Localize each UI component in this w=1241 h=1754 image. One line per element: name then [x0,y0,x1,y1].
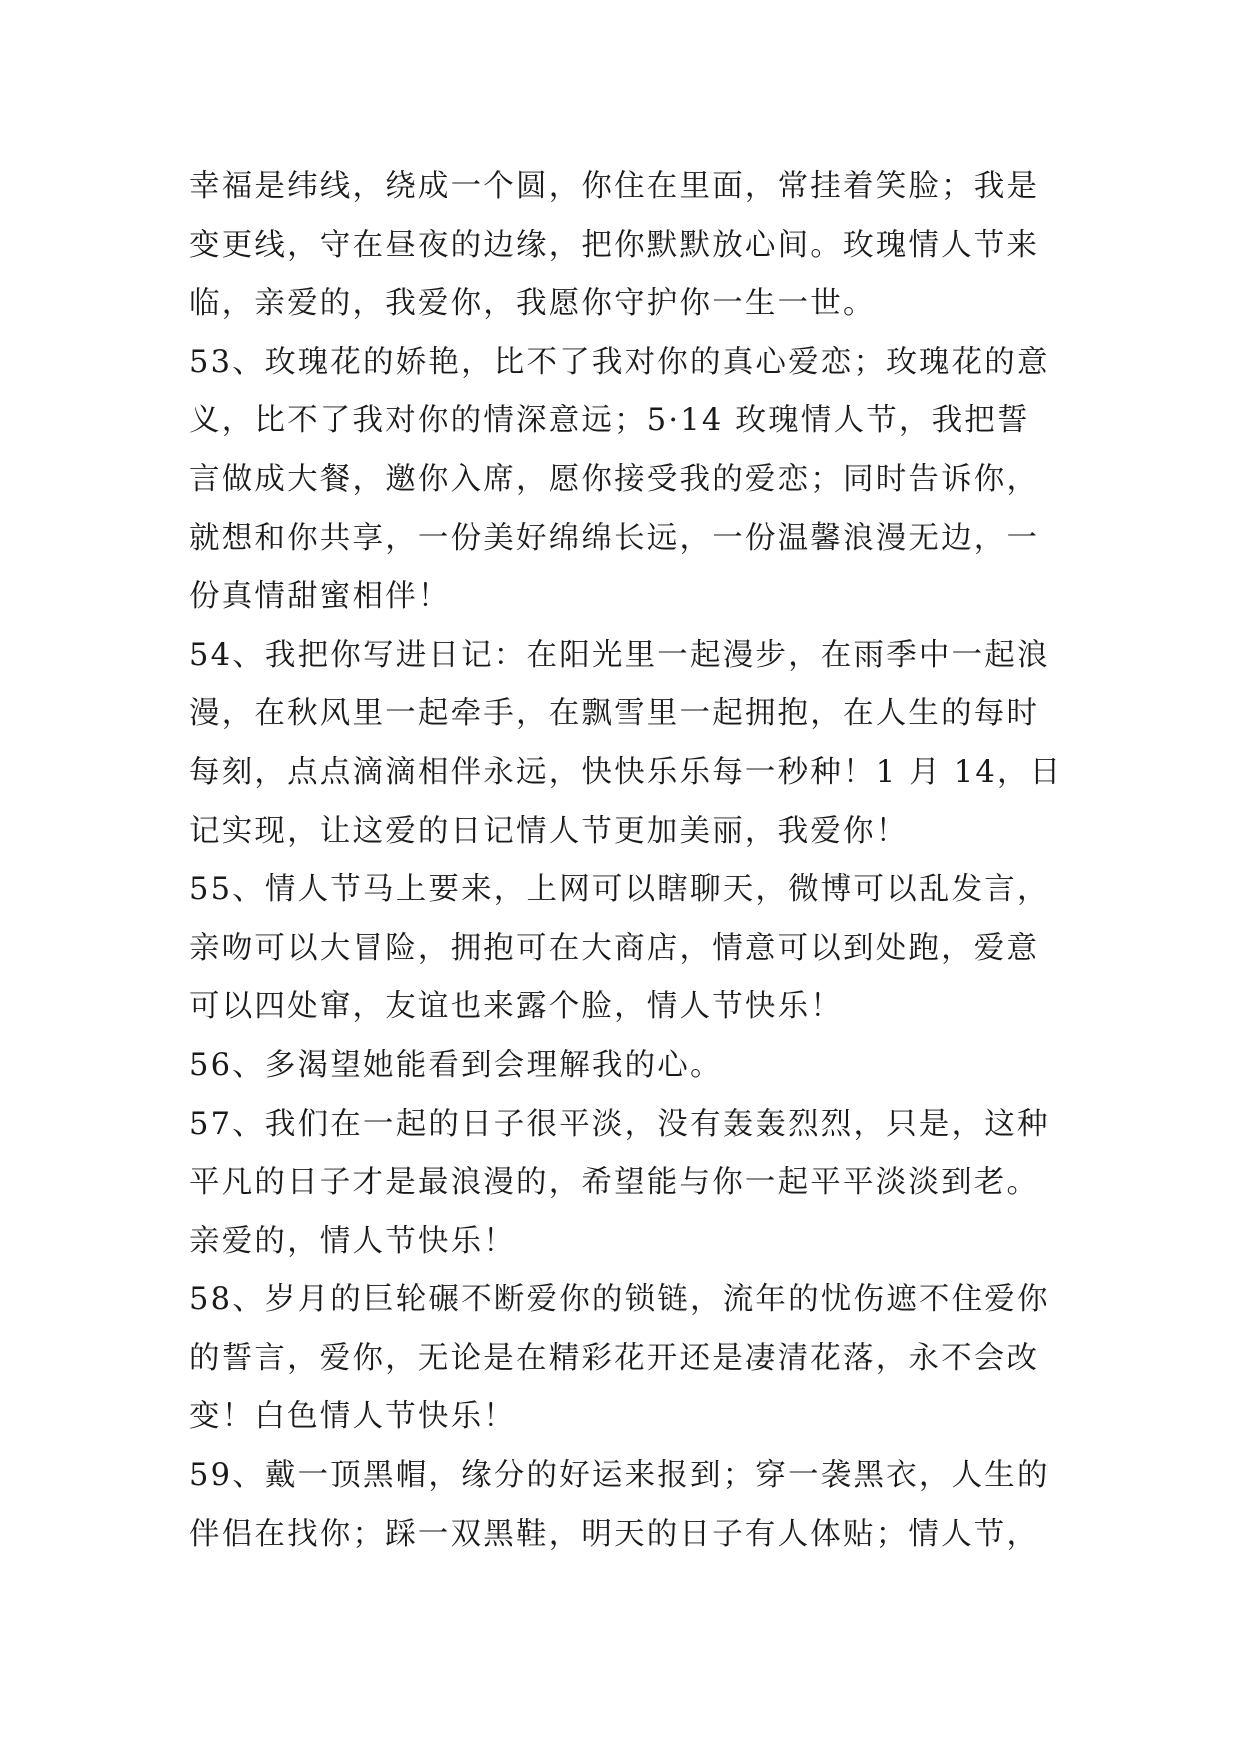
text-line: 可以四处窜，友谊也来露个脸，情人节快乐！ [189,989,843,1025]
text-line: 就想和你共享，一份美好绵绵长远，一份温馨浪漫无边，一 [189,520,1040,556]
text-line: 漫，在秋风里一起牵手，在飘雪里一起拥抱，在人生的每时 [189,696,1040,732]
text-line: 言做成大餐，邀你入席，愿你接受我的爱恋；同时告诉你， [189,461,1040,497]
text-line: 份真情甜蜜相伴！ [189,579,451,615]
text-line: 57、我们在一起的日子很平淡，没有轰轰烈烈，只是，这种 [189,1106,1050,1142]
text-line: 亲爱的，情人节快乐！ [189,1223,516,1259]
text-line: 每刻，点点滴滴相伴永远，快快乐乐每一秒种！1 月 14，日 [189,754,1063,790]
text-line: 临，亲爱的，我爱你，我愿你守护你一生一世。 [189,286,876,322]
text-line: 58、岁月的巨轮碾不断爱你的锁链，流年的忧伤遮不住爱你 [189,1282,1050,1318]
text-line: 54、我把你写进日记：在阳光里一起漫步，在雨季中一起浪 [189,637,1050,673]
text-line: 义，比不了我对你的情深意远；5·14 玫瑰情人节，我把誓 [189,403,1030,439]
text-line: 变更线，守在昼夜的边缘，把你默默放心间。玫瑰情人节来 [189,227,1040,263]
text-line: 伴侣在找你；踩一双黑鞋，明天的日子有人体贴；情人节， [189,1516,1040,1552]
text-line: 变！白色情人节快乐！ [189,1399,516,1435]
text-line: 记实现，让这爱的日记情人节更加美丽，我爱你！ [189,813,909,849]
text-line: 56、多渴望她能看到会理解我的心。 [189,1047,723,1083]
text-line: 59、戴一顶黑帽，缘分的好运来报到；穿一袭黑衣，人生的 [189,1458,1050,1494]
text-line: 55、情人节马上要来，上网可以瞎聊天，微博可以乱发言， [189,872,1050,908]
text-line: 53、玫瑰花的娇艳，比不了我对你的真心爱恋；玫瑰花的意 [189,344,1050,380]
text-line: 亲吻可以大冒险，拥抱可在大商店，情意可以到处跑，爱意 [189,930,1040,966]
document-body [189,158,1069,1564]
text-line: 平凡的日子才是最浪漫的，希望能与你一起平平淡淡到老。 [189,1165,1040,1201]
text-line: 的誓言，爱你，无论是在精彩花开还是凄清花落，永不会改 [189,1340,1040,1376]
text-line: 幸福是纬线，绕成一个圆，你住在里面，常挂着笑脸；我是 [189,169,1040,204]
